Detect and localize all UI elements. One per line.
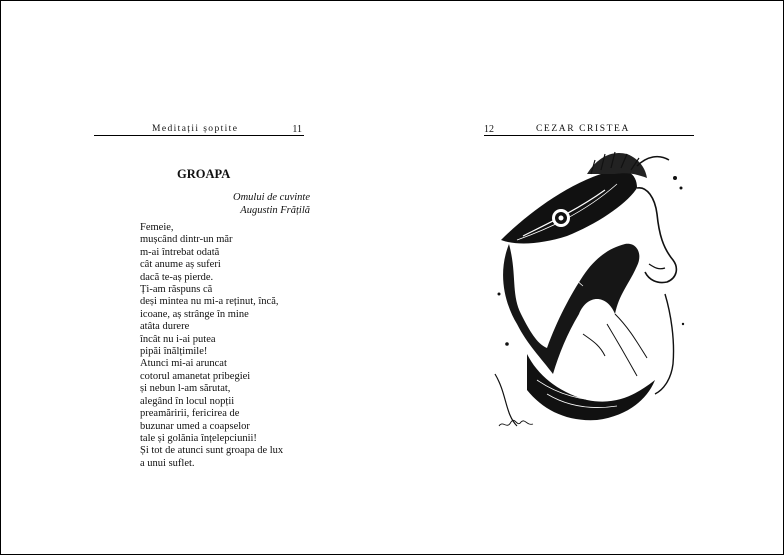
poem-line: dacă te-aș pierde.	[140, 271, 214, 283]
dedication-line: Omului de cuvinte	[233, 192, 310, 203]
poem-line: Atunci mi-ai aruncat	[140, 358, 227, 370]
poem-line: Femeie,	[140, 222, 174, 233]
poem-line: cât anume aș suferi	[140, 259, 221, 271]
right-running-head-author: CEZAR CRISTEA	[536, 124, 630, 134]
dedication	[201, 192, 310, 217]
left-page-number: 11	[292, 124, 302, 135]
poem-line: preamăririi, fericirea de	[140, 408, 240, 420]
poem-line: cotorul amanetat pribegiei	[140, 370, 251, 382]
poem-body	[140, 222, 283, 470]
poem-line: și nebun l-am sărutat,	[140, 383, 231, 395]
poem-title: GROAPA	[177, 167, 231, 181]
left-running-head	[94, 121, 304, 136]
left-running-head-title: Meditații șoptite	[152, 124, 239, 134]
poem-line: încât nu i-ai putea	[140, 333, 216, 345]
poem-line: buzunar umed a coapselor	[140, 420, 250, 432]
dedication-line: Augustin Frățilă	[240, 204, 310, 216]
poem-line: Ți-am răspuns că	[140, 284, 213, 296]
poem-line: m-ai întrebat odată	[140, 246, 220, 258]
right-running-head	[484, 121, 694, 136]
poem-line: deși mintea nu mi-a reținut, încă,	[140, 296, 279, 308]
poem-line: alegând în locul nopții	[140, 395, 235, 407]
right-page-number: 12	[484, 124, 494, 135]
poem-line: atâta durere	[140, 321, 190, 333]
poem-line: a unui suflet.	[140, 457, 195, 469]
ink-illustration	[487, 144, 695, 434]
poem-line: mușcând dintr-un măr	[140, 234, 233, 246]
poem-line: pipăi înălțimile!	[140, 346, 208, 358]
poem-line: tale și golănia înțelepciunii!	[140, 432, 257, 444]
poem-line: icoane, aș strânge în mine	[140, 308, 249, 320]
poem-line: Și tot de atunci sunt groapa de lux	[140, 445, 284, 457]
